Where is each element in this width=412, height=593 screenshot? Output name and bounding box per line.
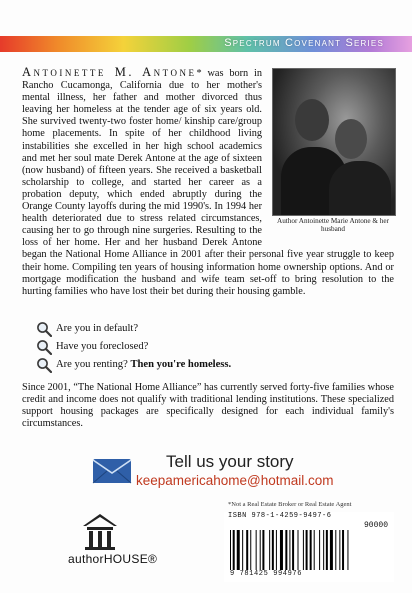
magnifier-icon [36,321,52,337]
series-banner [0,36,412,52]
question-emphasis: Then you're homeless. [130,359,232,370]
bio-text: was born in Rancho Cucamonga, California due to her mother's mental illness, her father and mother divorced thus leaving her homeless at the tender age of six years old. She survived twenty-two foster home/ kinship care/group home placements. In spite of her childhood living instabilities she excelled in her high school academics and met her soul mate Derek Antone at the age of sixteen (now husband) of fifteen years. She received a basketball scholarship to college, and started her career as a probation deputy, which ended abruptly during the Orange County layoffs during the mid 1990's. In 1994 her health deteriorated due to stress related circumstances, causing her to go through nine surgeries. Resulting to the loss of her home. Her and her husband Derek Antone began the National Home Alliance in 2001 after their personal five year struggle to keep their home. Compiling ten years of housing information home ownership options. And or mortgage modification the husband and wife team set-off to bring resolution to the hurting families who have lost their bet during their housing gamble. [22,68,394,297]
question-renting [36,356,296,374]
barcode-bars [228,530,388,570]
question-text: Are you in default? [56,323,139,334]
question-foreclosed [36,338,296,356]
isbn-label: ISBN 978-1-4259-9497-6 [228,512,332,520]
disclaimer-note: *Not a Real Estate Broker or Real Estate Agent [228,501,352,508]
author-name: Antoinette M. Antone [22,65,197,79]
alliance-paragraph: Since 2001, “The National Home Alliance” has currently served forty-five families whose credit and income does not qualify with traditional lending institutions. These specialized support housing packages are specifically designed for each individual family's circumstances. [22,382,394,430]
question-default [36,320,296,338]
price-code: 90000 [363,521,388,530]
author-name-asterisk: * [196,68,202,79]
authorhouse-logo-icon [82,513,118,551]
question-text: Are you renting? [56,359,131,370]
publisher-name: authorHOUSE® [68,552,158,566]
magnifier-icon [36,357,52,373]
isbn-barcode [224,512,394,582]
photo-caption: Author Antoinette Marie Antone & her husband [277,217,389,233]
contact-heading: Tell us your story [166,452,294,471]
isbn-digits: 9 781425 994976 [230,570,303,578]
magnifier-icon [36,339,52,355]
author-bio [22,66,394,306]
envelope-icon [92,458,132,484]
series-title: Spectrum Covenant Series [224,37,384,49]
contact-email-link[interactable]: keepamericahome@hotmail.com [136,473,334,488]
question-text: Have you foreclosed? [56,341,149,352]
